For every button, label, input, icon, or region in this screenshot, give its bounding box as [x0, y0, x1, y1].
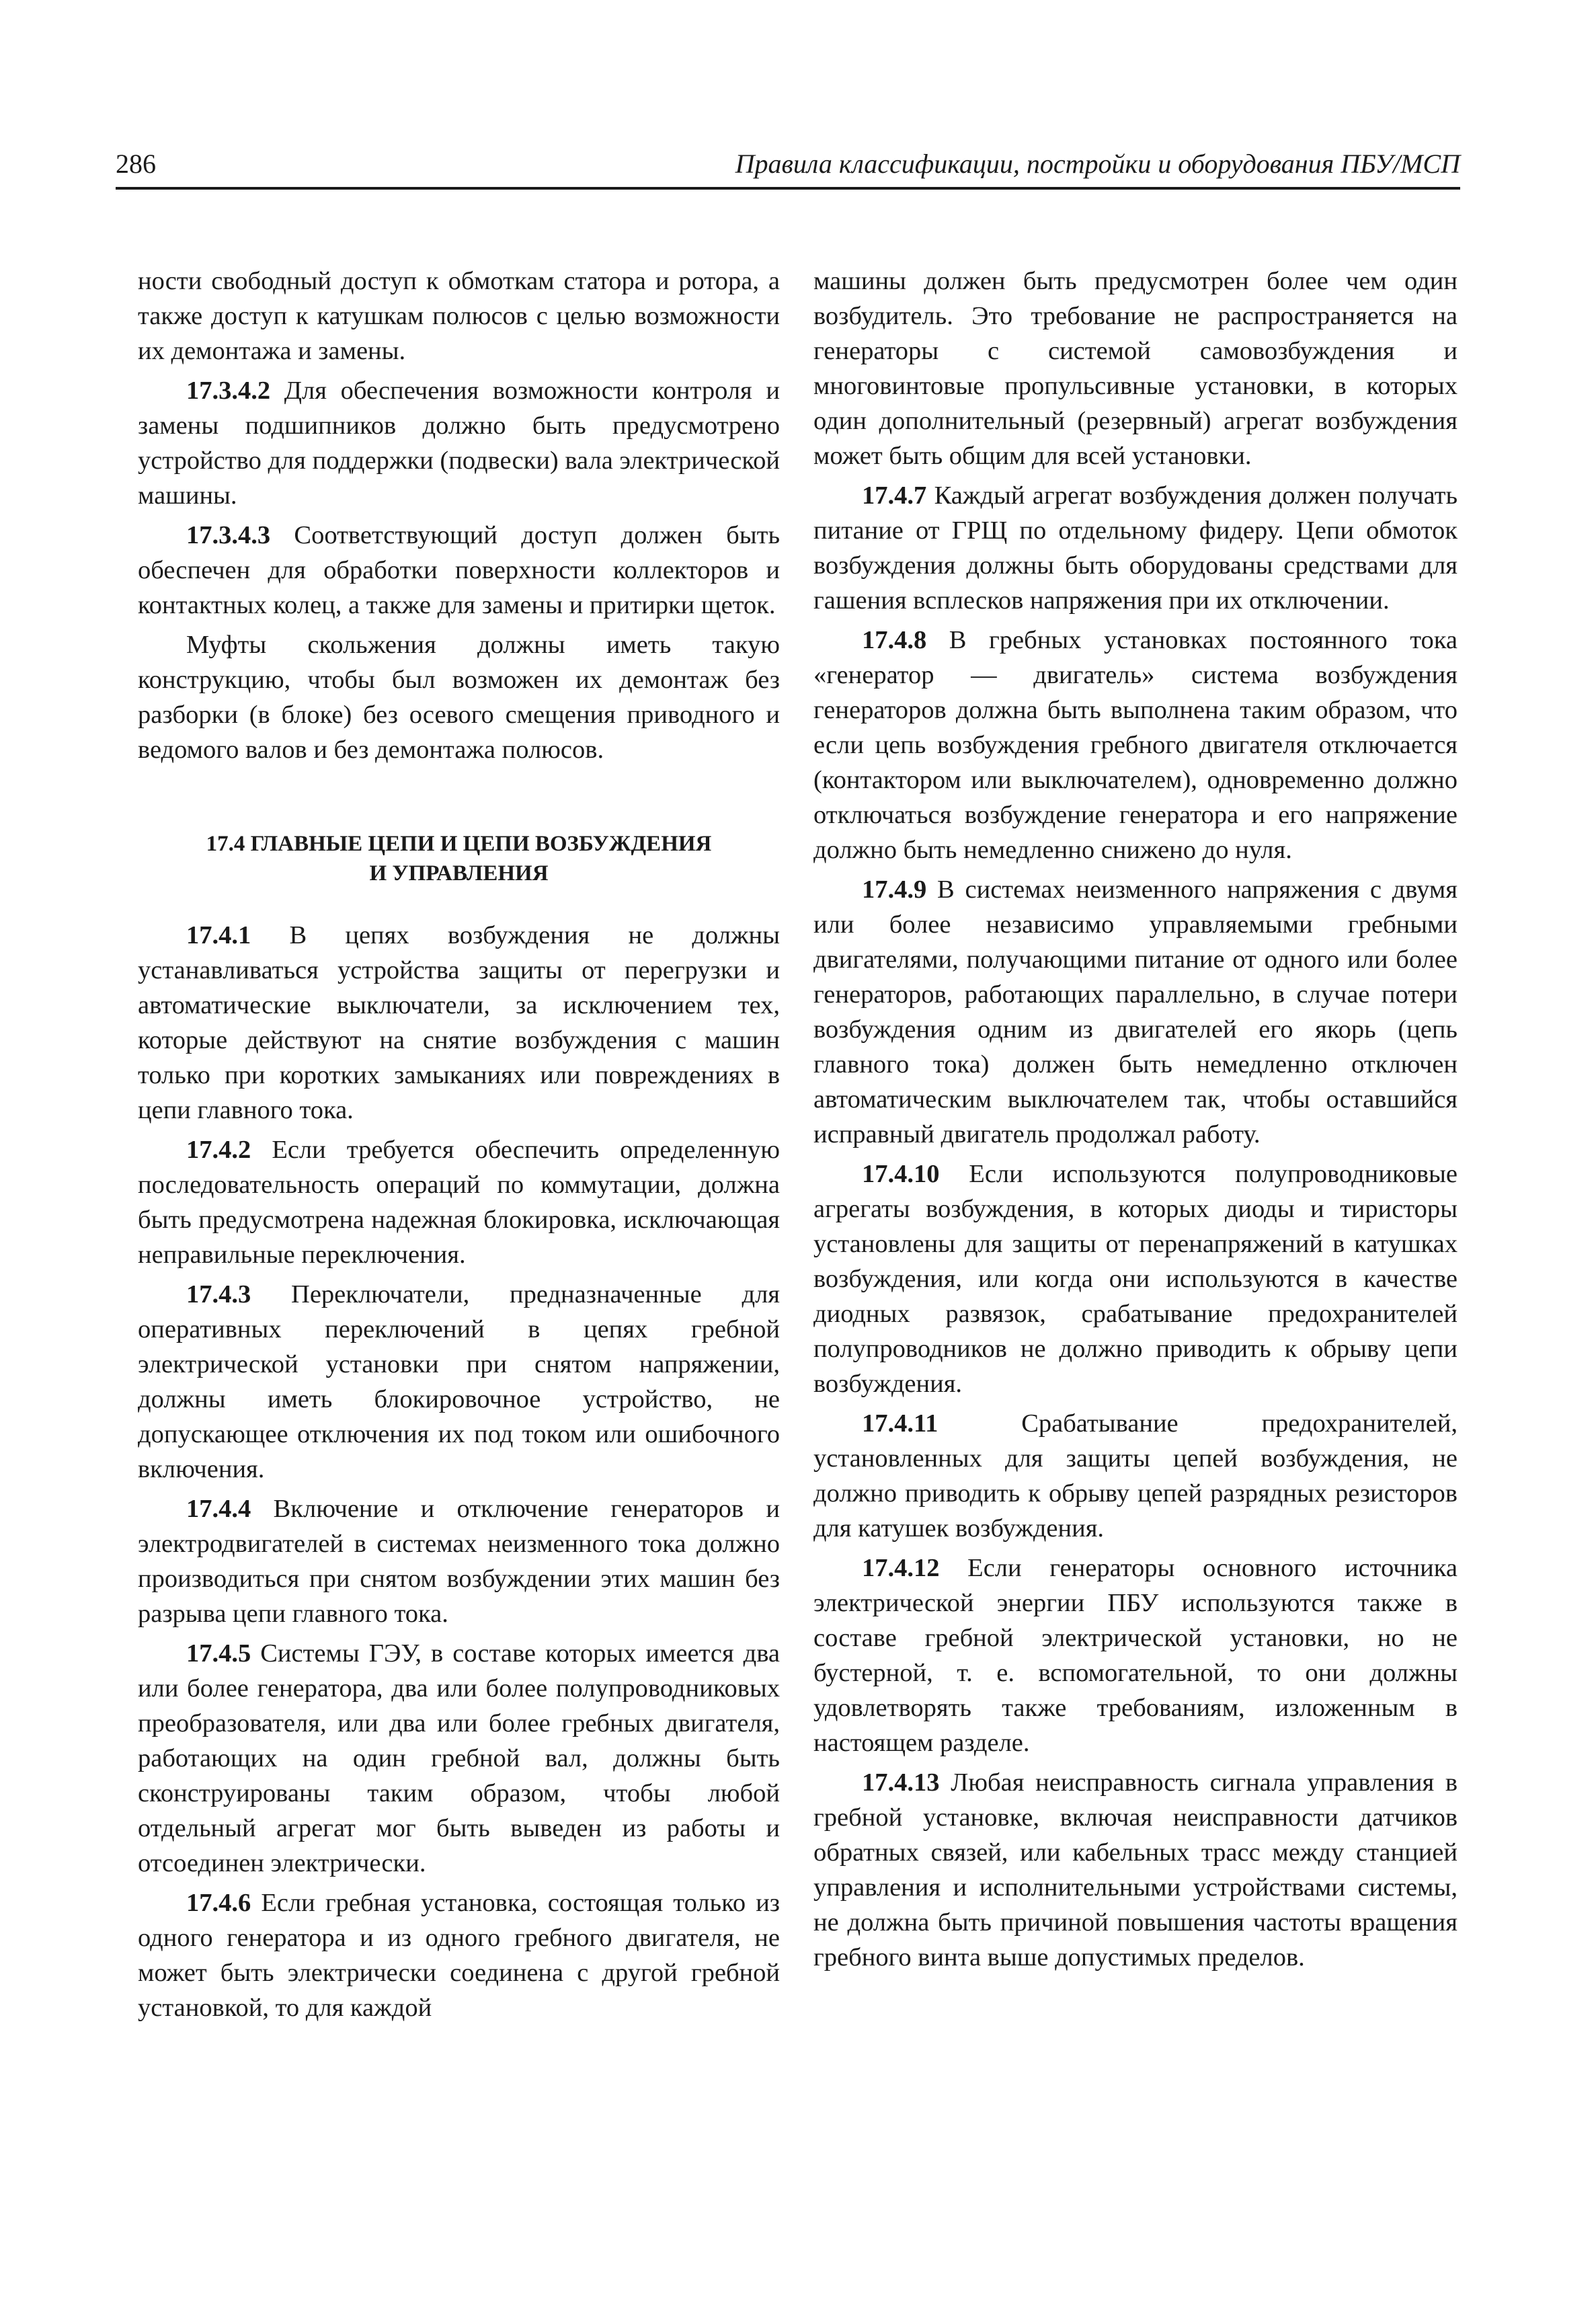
paragraph-text: Если требуется обеспечить определенную последовательность операций по коммутации, должна быть предусмотрена надежная блокировка, исключающая неправильные переключения. — [138, 1136, 781, 1269]
clause-number: 17.4.5 — [186, 1639, 251, 1668]
running-title: Правила классификации, постройки и оборудования ПБУ/МСП — [735, 149, 1460, 179]
paragraph-text: Включение и отключение генераторов и электродвигателей в системах неизменного тока должно производиться при снятом возбуждении этих машин без разрыва цепи главного тока. — [138, 1495, 780, 1628]
paragraph — [813, 1765, 1458, 1975]
paragraph — [138, 1132, 780, 1272]
paragraph-text: Каждый агрегат возбуждения должен получать питание от ГРЩ по отдельному фидеру. Цепи обмоток возбуждения должны быть оборудованы средствами для гашения всплесков напряжения при их отключении. — [813, 481, 1458, 615]
paragraph — [138, 627, 780, 767]
paragraph-text: Если гребная установка, состоящая только из одного генератора и из одного гребного двигателя, не может быть электрически соединена с другой гребной установкой, то для каждой — [138, 1889, 781, 2022]
clause-number: 17.4.7 — [862, 481, 927, 510]
paragraph — [138, 1491, 780, 1631]
paragraph-text: Любая неисправность сигнала управления в гребной установке, включая неисправности датчиков обратных связей, или кабельных трасс между станцией управления и исполнительными устройствами системы, не должна быть причиной повышения частоты вращения гребного винта выше допустимых пределов. — [813, 1768, 1458, 1971]
paragraph — [813, 1406, 1458, 1546]
clause-number: 17.4.4 — [186, 1495, 251, 1523]
clause-number: 17.4.3 — [186, 1280, 251, 1308]
paragraph — [138, 1885, 780, 2025]
paragraph — [138, 1636, 780, 1881]
paragraph-text: В гребных установках постоянного тока «генератор — двигатель» система возбуждения генераторов должна быть выполнена таким образом, что если цепь возбуждения гребного двигателя отключается (контактором или выключателем), одновременно должно отключаться возбуждение генератора и его напряжение должно быть немедленно снижено до нуля. — [813, 626, 1458, 864]
section-heading — [138, 829, 780, 888]
paragraph-text: В цепях возбуждения не должны устанавливаться устройства защиты от перегрузки и автоматические выключатели, за исключением тех, которые действуют на снятие возбуждения с машин только при коротких замыканиях или повреждениях в цепи главного тока. — [138, 921, 781, 1124]
page-header — [116, 147, 1460, 190]
paragraph-text: В системах неизменного напряжения с двумя или более независимо управляемыми гребными двигателями, получающими питание от одного или более генераторов, работающих параллельно, в случае потери возбуждения одним из двигателей его якорь (цепь главного тока) должен быть немедленно отключен автоматическим выключателем так, чтобы оставшийся исправный двигатель продолжал работу. — [813, 875, 1458, 1148]
paragraph — [813, 264, 1458, 473]
clause-number: 17.4.12 — [862, 1554, 940, 1582]
paragraph — [813, 1157, 1458, 1401]
clause-number: 17.4.6 — [186, 1889, 251, 1917]
clause-number: 17.4.11 — [862, 1409, 939, 1438]
right-column — [813, 264, 1458, 1980]
paragraph-text: Срабатывание предохранителей, установленных для защиты цепей возбуждения, не должно приводить к обрыву цепей разрядных резисторов для катушек возбуждения. — [813, 1409, 1458, 1542]
clause-number: 17.4.8 — [862, 626, 927, 654]
clause-number: 17.4.1 — [186, 921, 251, 949]
page-number: 286 — [116, 149, 156, 179]
paragraph — [138, 264, 780, 368]
paragraph-text: ности свободный доступ к обмоткам статора и ротора, а также доступ к катушкам полюсов с целью возможности их демонтажа и замены. — [138, 267, 780, 365]
paragraph — [813, 478, 1458, 618]
paragraph — [138, 373, 780, 513]
clause-number: 17.4.9 — [862, 875, 927, 904]
clause-number: 17.3.4.2 — [186, 377, 271, 405]
paragraph-text: Соответствующий доступ должен быть обеспечен для обработки поверхности коллекторов и контактных колец, а также для замены и притирки щеток. — [138, 521, 780, 619]
paragraph-text: Если генераторы основного источника электрической энергии ПБУ используются также в составе гребной электрической установки, но не бустерной, т. е. вспомогательной, то они должны удовлетворять также требованиям, изложенным в настоящем разделе. — [813, 1554, 1458, 1757]
paragraph — [138, 918, 780, 1128]
paragraph-text: Переключатели, предназначенные для оперативных переключений в цепях гребной электрической установки при снятом напряжении, должны иметь блокировочное устройство, не допускающее отключения их под током или ошибочного включения. — [138, 1280, 780, 1483]
paragraph — [813, 623, 1458, 867]
paragraph-text: Если используются полупроводниковые агрегаты возбуждения, в которых диоды и тиристоры установлены для защиты от перенапряжений в катушках возбуждения, или когда они используются в качестве диодных развязок, срабатывание предохранителей полупроводников не должно приводить к обрыву цепи возбуждения. — [813, 1160, 1458, 1398]
clause-number: 17.3.4.3 — [186, 521, 271, 549]
clause-number: 17.4.13 — [862, 1768, 940, 1797]
paragraph-text: Муфты скольжения должны иметь такую конструкцию, чтобы был возможен их демонтаж без разборки (в блоке) без осевого смещения приводного и ведомого валов и без демонтажа полюсов. — [138, 631, 780, 764]
clause-number: 17.4.2 — [186, 1136, 251, 1164]
left-column — [138, 264, 780, 2030]
paragraph — [138, 1277, 780, 1487]
paragraph-text: Для обеспечения возможности контроля и замены подшипников должно быть предусмотрено устройство для поддержки (подвески) вала электрической машины. — [138, 377, 781, 510]
section-heading-line: И УПРАВЛЕНИЯ — [369, 861, 549, 886]
paragraph — [813, 1551, 1458, 1760]
paragraph — [138, 518, 780, 623]
paragraph-text: Системы ГЭУ, в составе которых имеется два или более генератора, два или более полупроводниковых преобразователя, или два или более гребных двигателя, работающих на один гребной вал, должны быть сконструированы таким образом, чтобы любой отдельный агрегат мог быть выведен из работы и отсоединен электрически. — [138, 1639, 780, 1877]
paragraph-text: машины должен быть предусмотрен более чем один возбудитель. Это требование не распространяется на генераторы с системой самовозбуждения и многовинтовые пропульсивные установки, в которых один дополнительный (резервный) агрегат возбуждения может быть общим для всей установки. — [813, 267, 1458, 470]
paragraph — [813, 872, 1458, 1152]
clause-number: 17.4.10 — [862, 1160, 940, 1188]
section-heading-line: 17.4 ГЛАВНЫЕ ЦЕПИ И ЦЕПИ ВОЗБУЖДЕНИЯ — [206, 832, 712, 856]
